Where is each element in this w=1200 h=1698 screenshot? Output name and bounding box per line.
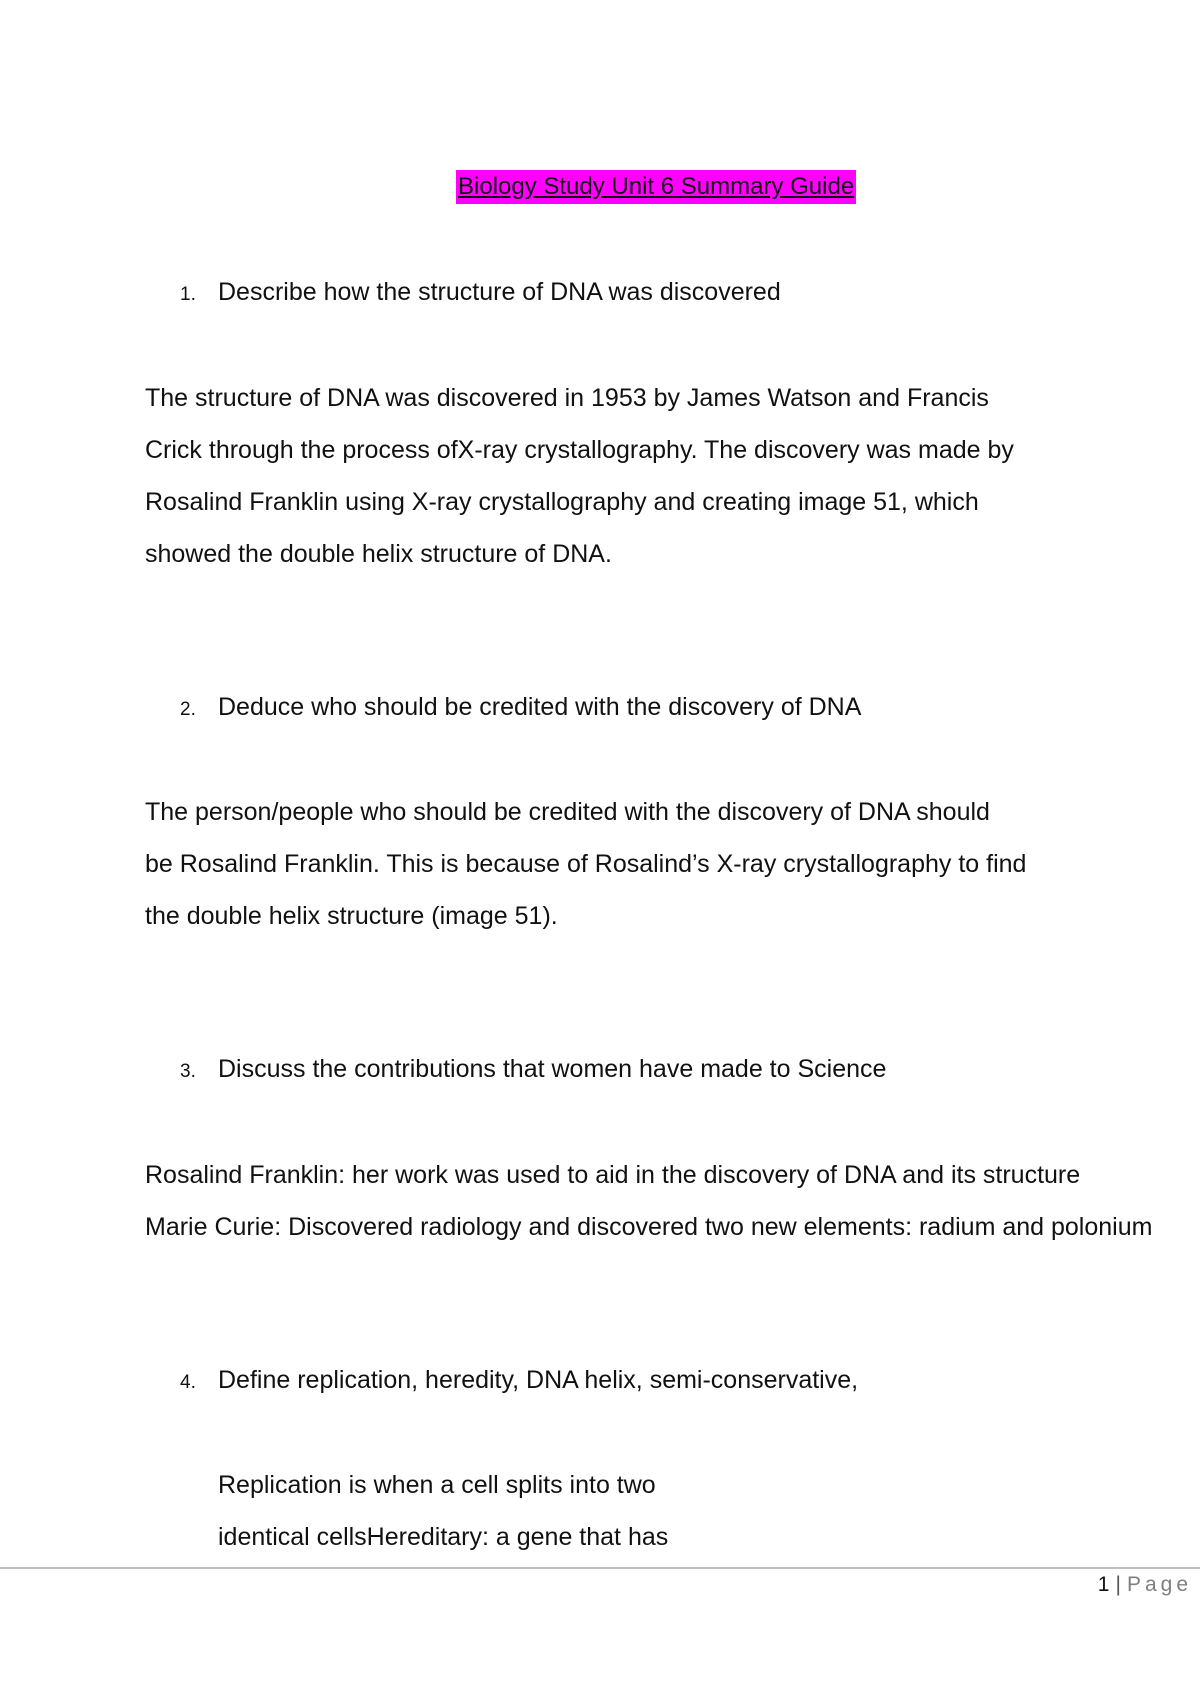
question-3 <box>180 1055 886 1084</box>
question-number: 3. <box>180 1061 196 1082</box>
question-4 <box>180 1366 858 1395</box>
answer-line: identical cellsHereditary: a gene that has <box>218 1523 669 1551</box>
question-number: 2. <box>180 699 196 720</box>
question-text: Describe how the structure of DNA was discovered <box>218 278 781 306</box>
answer-line: be Rosalind Franklin. This is because of Rosalind’s X-ray crystallography to find <box>145 850 1027 878</box>
answer-line: the double helix structure (image 51). <box>145 902 558 930</box>
page-number: 1 <box>1097 1573 1110 1596</box>
answer-2 <box>145 786 1026 942</box>
document-title: Biology Study Unit 6 Summary Guide <box>456 170 856 204</box>
footer-divider <box>0 1567 1200 1569</box>
answer-line: Rosalind Franklin: her work was used to aid in the discovery of DNA and its structure <box>145 1161 1081 1189</box>
answer-line: The structure of DNA was discovered in 1953 by James Watson and Francis <box>145 384 989 412</box>
question-text: Discuss the contributions that women have made to Science <box>218 1055 887 1083</box>
footer-separator: | <box>1115 1573 1121 1596</box>
answer-line: Marie Curie: Discovered radiology and discovered two new elements: radium and polonium <box>145 1213 1153 1241</box>
question-1 <box>180 278 781 307</box>
answer-3 <box>145 1149 1152 1253</box>
answer-1 <box>145 372 1014 580</box>
answer-line: The person/people who should be credited with the discovery of DNA should <box>145 798 990 826</box>
answer-line: showed the double helix structure of DNA. <box>145 540 612 568</box>
question-text: Deduce who should be credited with the discovery of DNA <box>218 693 862 721</box>
page-footer <box>1098 1573 1192 1597</box>
question-number: 4. <box>180 1372 196 1393</box>
answer-line: Crick through the process ofX-ray crystallography. The discovery was made by <box>145 436 1014 464</box>
question-2 <box>180 693 861 722</box>
answer-line: Replication is when a cell splits into two <box>218 1471 656 1499</box>
question-number: 1. <box>180 284 196 305</box>
question-text: Define replication, heredity, DNA helix, semi-conservative, <box>218 1366 859 1394</box>
answer-4 <box>218 1459 668 1563</box>
answer-line: Rosalind Franklin using X-ray crystallography and creating image 51, which <box>145 488 979 516</box>
page-label: Page <box>1126 1573 1192 1596</box>
